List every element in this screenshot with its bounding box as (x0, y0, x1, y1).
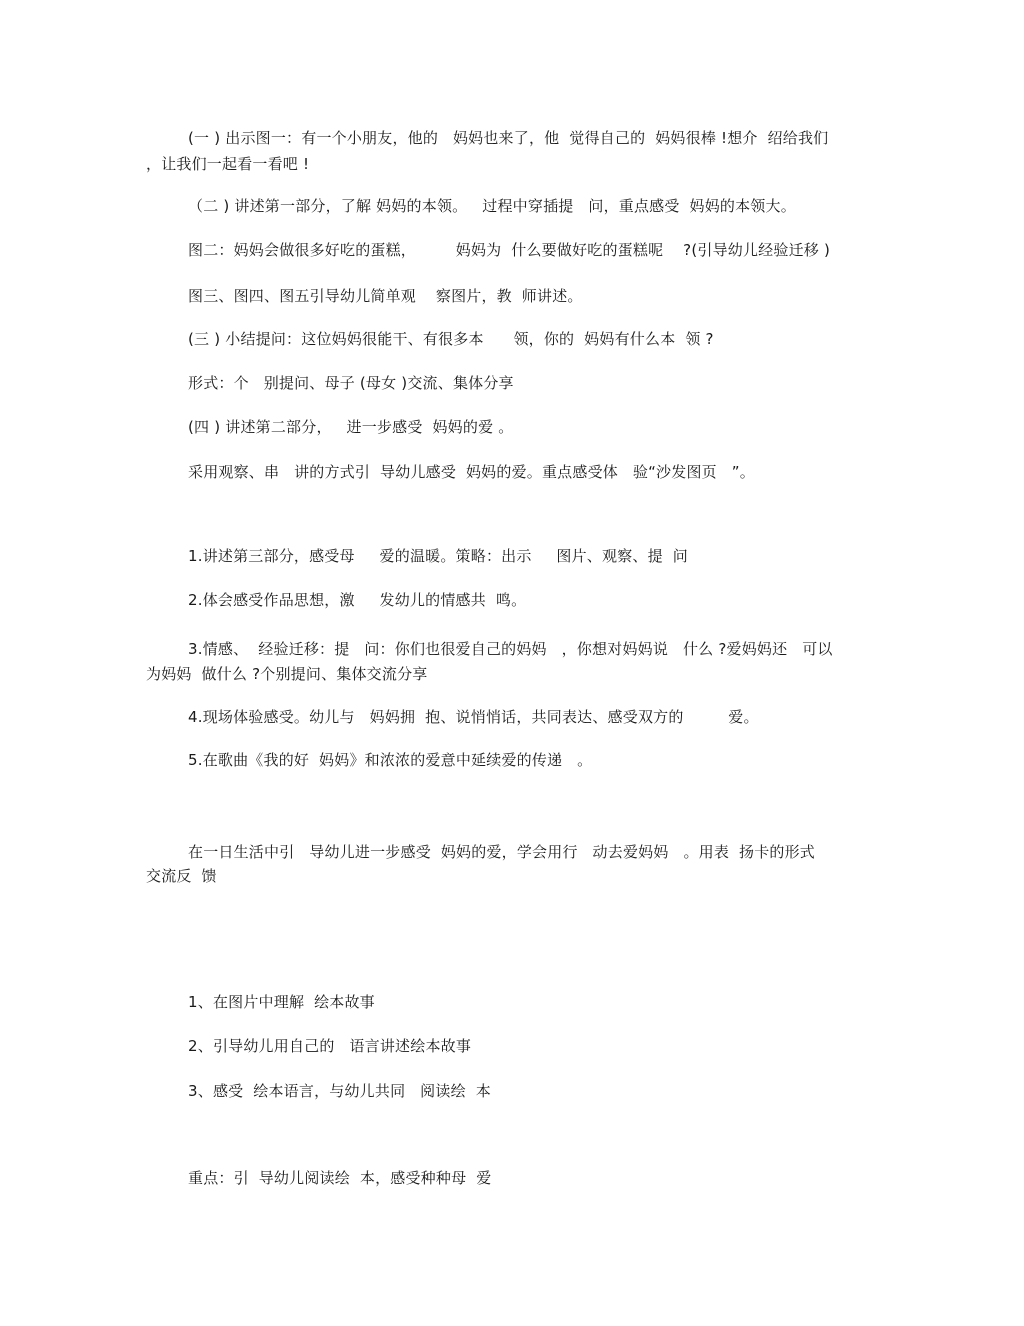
part-two: （二 ) 讲述第一部分，了解 妈妈的本领。 过程中穿插提 问，重点感受 妈妈的本领大。 (188, 197, 796, 215)
intro-line-2: ，让我们一起看一看吧 ! (146, 155, 310, 173)
key-point: 重点：引 导幼儿阅读绘 本，感受种种母 爱 (188, 1169, 492, 1187)
part-three: (三 ) 小结提问：这位妈妈很能干、有很多本 领，你的 妈妈有什么本 领 ? (188, 330, 714, 348)
step-1: 1.讲述第三部分，感受母 爱的温暖。策略：出示 图片、观察、提 问 (188, 547, 688, 565)
step-3-line-1: 3.情感、 经验迁移：提 问：你们也很爱自己的妈妈 ，你想对妈妈说 什么 ?爱妈妈还 可以 (188, 640, 833, 658)
goal-2: 2、引导幼儿用自己的 语言讲述绘本故事 (188, 1037, 472, 1055)
intro-line-1: (一 ) 出示图一：有一个小朋友，他的 妈妈也来了，他 觉得自己的 妈妈很棒 !想介 绍给我们 (188, 129, 829, 147)
daily-life-line-2: 交流反 馈 (146, 867, 217, 885)
step-5: 5.在歌曲《我的好 妈妈》和浓浓的爱意中延续爱的传递 。 (188, 751, 593, 769)
form-line: 形式：个 别提问、母子 (母女 )交流、集体分享 (188, 374, 514, 392)
goal-3: 3、感受 绘本语言，与幼儿共同 阅读绘 本 (188, 1082, 491, 1100)
step-2: 2.体会感受作品思想，激 发幼儿的情感共 鸣。 (188, 591, 527, 609)
daily-life-line-1: 在一日生活中引 导幼儿进一步感受 妈妈的爱，学会用行 动去爱妈妈 。用表 扬卡的形式 (188, 843, 815, 861)
step-4: 4.现场体验感受。幼儿与 妈妈拥 抱、说悄悄话，共同表达、感受双方的 爱。 (188, 708, 759, 726)
figures-three-to-five: 图三、图四、图五引导幼儿简单观 察图片，教 师讲述。 (188, 287, 583, 305)
goal-1: 1、在图片中理解 绘本故事 (188, 993, 375, 1011)
figure-two: 图二：妈妈会做很多好吃的蛋糕， 妈妈为 什么要做好吃的蛋糕呢 ?(引导幼儿经验迁移 ) (188, 241, 830, 259)
step-3-line-2: 为妈妈 做什么 ?个别提问、集体交流分享 (146, 665, 428, 683)
part-four: (四 ) 讲述第二部分， 进一步感受 妈妈的爱 。 (188, 418, 514, 436)
method-line: 采用观察、串 讲的方式引 导幼儿感受 妈妈的爱。重点感受体 验“沙发图页 ”。 (188, 463, 755, 481)
